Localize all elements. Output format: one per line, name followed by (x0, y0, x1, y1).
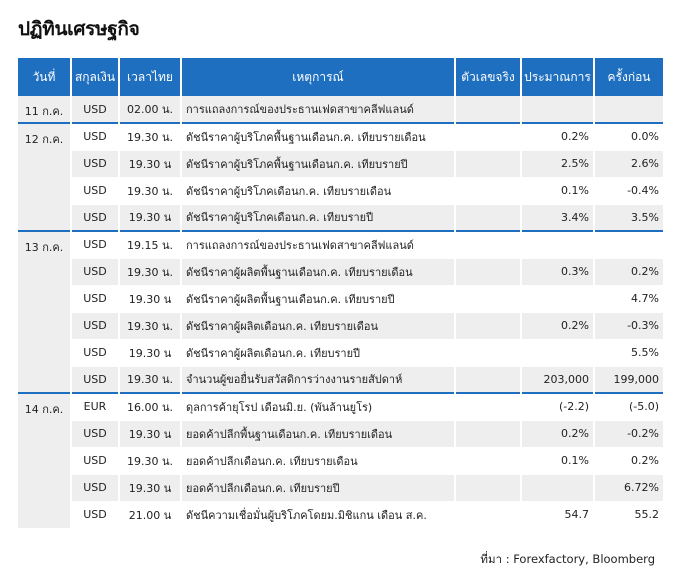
previous-cell: 5.5% (594, 339, 663, 366)
table-row (18, 204, 663, 231)
table-row (18, 501, 663, 528)
currency-cell: USD (71, 420, 119, 447)
actual-cell (455, 393, 521, 420)
currency-cell: USD (71, 312, 119, 339)
previous-cell: 0.2% (594, 258, 663, 285)
table-row (18, 339, 663, 366)
actual-cell (455, 123, 521, 150)
actual-cell (455, 96, 521, 123)
currency-cell: USD (71, 123, 119, 150)
column-header-actual: ตัวเลขจริง (455, 58, 521, 96)
thai-time-cell: 16.00 น. (119, 393, 181, 420)
table-body (18, 96, 663, 528)
table-row (18, 312, 663, 339)
previous-cell: (-5.0) (594, 393, 663, 420)
thai-time-cell: 19.30 น (119, 204, 181, 231)
currency-cell: USD (71, 258, 119, 285)
previous-cell: 55.2 (594, 501, 663, 528)
currency-cell: USD (71, 501, 119, 528)
table-header-row (18, 58, 663, 96)
table-row (18, 285, 663, 312)
previous-cell: -0.2% (594, 420, 663, 447)
forecast-cell: 203,000 (521, 366, 594, 393)
actual-cell (455, 447, 521, 474)
previous-cell: 199,000 (594, 366, 663, 393)
actual-cell (455, 231, 521, 258)
actual-cell (455, 285, 521, 312)
forecast-cell (521, 285, 594, 312)
currency-cell: USD (71, 231, 119, 258)
currency-cell: USD (71, 285, 119, 312)
event-cell: ดัชนีราคาผู้บริโภคเดือนก.ค. เทียบรายเดือน (181, 177, 455, 204)
previous-cell: -0.3% (594, 312, 663, 339)
actual-cell (455, 339, 521, 366)
event-cell: การแถลงการณ์ของประธานเฟดสาขาคลีฟแลนด์ (181, 96, 455, 123)
event-cell: ดุลการค้ายุโรป เดือนมิ.ย. (พันล้านยูโร) (181, 393, 455, 420)
table-row (18, 123, 663, 150)
currency-cell: USD (71, 474, 119, 501)
forecast-cell (521, 231, 594, 258)
column-header-thai-time: เวลาไทย (119, 58, 181, 96)
table-row (18, 150, 663, 177)
column-header-currency: สกุลเงิน (71, 58, 119, 96)
currency-cell: USD (71, 366, 119, 393)
currency-cell: EUR (71, 393, 119, 420)
forecast-cell: 0.1% (521, 447, 594, 474)
table-row (18, 474, 663, 501)
previous-cell: 2.6% (594, 150, 663, 177)
event-cell: ยอดค้าปลีกเดือนก.ค. เทียบรายเดือน (181, 447, 455, 474)
event-cell: ดัชนีราคาผู้ผลิตพื้นฐานเดือนก.ค. เทียบรายเดือน (181, 258, 455, 285)
forecast-cell: 2.5% (521, 150, 594, 177)
thai-time-cell: 19.30 น. (119, 312, 181, 339)
thai-time-cell: 19.30 น. (119, 123, 181, 150)
previous-cell: 4.7% (594, 285, 663, 312)
event-cell: ยอดค้าปลีกเดือนก.ค. เทียบรายปี (181, 474, 455, 501)
event-cell: ดัชนีราคาผู้ผลิตเดือนก.ค. เทียบรายเดือน (181, 312, 455, 339)
column-header-date: วันที่ (18, 58, 71, 96)
date-cell: 12 ก.ค. (18, 123, 71, 231)
column-header-forecast: ประมาณการ (521, 58, 594, 96)
event-cell: ดัชนีราคาผู้บริโภคพื้นฐานเดือนก.ค. เทียบรายเดือน (181, 123, 455, 150)
table-row (18, 258, 663, 285)
thai-time-cell: 19.30 น (119, 420, 181, 447)
event-cell: การแถลงการณ์ของประธานเฟดสาขาคลีฟแลนด์ (181, 231, 455, 258)
currency-cell: USD (71, 177, 119, 204)
event-cell: ดัชนีราคาผู้ผลิตเดือนก.ค. เทียบรายปี (181, 339, 455, 366)
thai-time-cell: 19.30 น. (119, 447, 181, 474)
actual-cell (455, 258, 521, 285)
previous-cell (594, 231, 663, 258)
actual-cell (455, 312, 521, 339)
table-row (18, 96, 663, 123)
forecast-cell (521, 339, 594, 366)
previous-cell: 6.72% (594, 474, 663, 501)
forecast-cell: 0.1% (521, 177, 594, 204)
date-cell: 11 ก.ค. (18, 96, 71, 123)
actual-cell (455, 366, 521, 393)
page-title: ปฏิทินเศรษฐกิจ (18, 18, 140, 40)
source-note: ที่มา : Forexfactory, Bloomberg (480, 552, 655, 566)
date-cell: 13 ก.ค. (18, 231, 71, 393)
currency-cell: USD (71, 204, 119, 231)
event-cell: ดัชนีราคาผู้บริโภคเดือนก.ค. เทียบรายปี (181, 204, 455, 231)
actual-cell (455, 474, 521, 501)
forecast-cell: 0.3% (521, 258, 594, 285)
forecast-cell: 3.4% (521, 204, 594, 231)
actual-cell (455, 177, 521, 204)
event-cell: ดัชนีความเชื่อมั่นผู้บริโภคโดยม.มิชิแกน เดือน ส.ค. (181, 501, 455, 528)
forecast-cell: 0.2% (521, 420, 594, 447)
event-cell: ดัชนีราคาผู้ผลิตพื้นฐานเดือนก.ค. เทียบรายปี (181, 285, 455, 312)
actual-cell (455, 150, 521, 177)
table-row (18, 420, 663, 447)
forecast-cell (521, 96, 594, 123)
table-row (18, 447, 663, 474)
thai-time-cell: 19.30 น. (119, 366, 181, 393)
forecast-cell (521, 474, 594, 501)
currency-cell: USD (71, 96, 119, 123)
thai-time-cell: 02.00 น. (119, 96, 181, 123)
currency-cell: USD (71, 339, 119, 366)
currency-cell: USD (71, 447, 119, 474)
column-header-event: เหตุการณ์ (181, 58, 455, 96)
actual-cell (455, 204, 521, 231)
thai-time-cell: 21.00 น (119, 501, 181, 528)
previous-cell (594, 96, 663, 123)
previous-cell: 0.2% (594, 447, 663, 474)
thai-time-cell: 19.30 น (119, 339, 181, 366)
event-cell: จำนวนผู้ขอยื่นรับสวัสดิการว่างงานรายสัปดาห์ (181, 366, 455, 393)
forecast-cell: 54.7 (521, 501, 594, 528)
forecast-cell: 0.2% (521, 123, 594, 150)
economic-calendar-table (18, 58, 663, 529)
thai-time-cell: 19.30 น. (119, 177, 181, 204)
column-header-previous: ครั้งก่อน (594, 58, 663, 96)
forecast-cell: 0.2% (521, 312, 594, 339)
thai-time-cell: 19.30 น (119, 474, 181, 501)
date-cell: 14 ก.ค. (18, 393, 71, 528)
table-row (18, 231, 663, 258)
table-row (18, 177, 663, 204)
thai-time-cell: 19.15 น. (119, 231, 181, 258)
thai-time-cell: 19.30 น. (119, 258, 181, 285)
table-row (18, 393, 663, 420)
thai-time-cell: 19.30 น (119, 150, 181, 177)
previous-cell: 0.0% (594, 123, 663, 150)
forecast-cell: (-2.2) (521, 393, 594, 420)
previous-cell: 3.5% (594, 204, 663, 231)
event-cell: ดัชนีราคาผู้บริโภคพื้นฐานเดือนก.ค. เทียบรายปี (181, 150, 455, 177)
actual-cell (455, 501, 521, 528)
previous-cell: -0.4% (594, 177, 663, 204)
table-row (18, 366, 663, 393)
currency-cell: USD (71, 150, 119, 177)
actual-cell (455, 420, 521, 447)
event-cell: ยอดค้าปลีกพื้นฐานเดือนก.ค. เทียบรายเดือน (181, 420, 455, 447)
thai-time-cell: 19.30 น (119, 285, 181, 312)
